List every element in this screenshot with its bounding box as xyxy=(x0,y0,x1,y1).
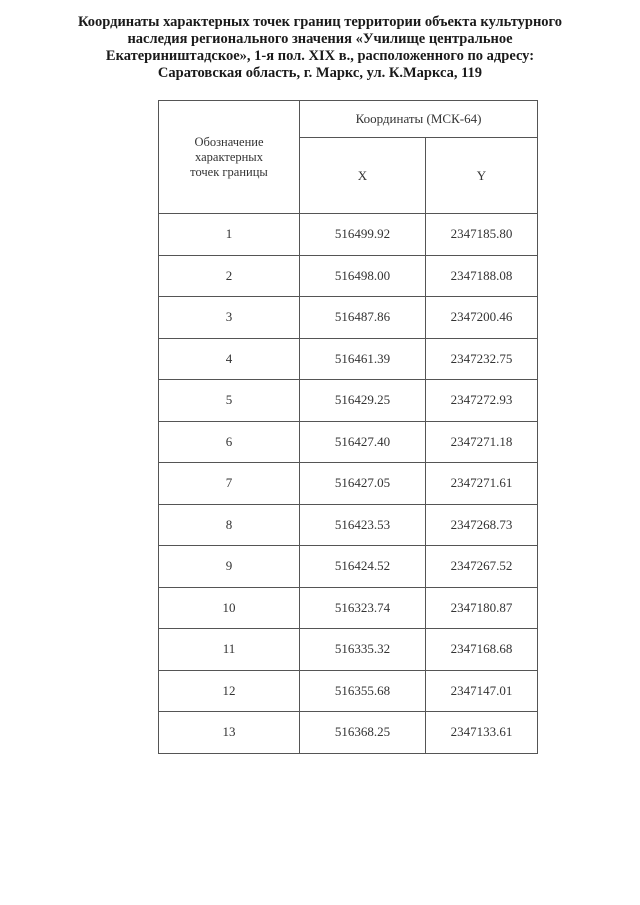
point-cell: 11 xyxy=(159,629,300,671)
x-cell: 516368.25 xyxy=(300,712,426,754)
x-cell: 516424.52 xyxy=(300,546,426,588)
title-line: Саратовская область, г. Маркс, ул. К.Маркса, 119 xyxy=(157,65,483,81)
table-row xyxy=(159,670,538,712)
y-cell: 2347200.46 xyxy=(426,297,538,339)
point-cell: 8 xyxy=(159,504,300,546)
table-row xyxy=(159,338,538,380)
x-cell: 516499.92 xyxy=(300,214,426,256)
title-line: наследия регионального значения «Училище центральное xyxy=(127,31,513,47)
x-cell: 516427.40 xyxy=(300,421,426,463)
x-cell: 516498.00 xyxy=(300,255,426,297)
y-cell: 2347271.18 xyxy=(426,421,538,463)
table-row xyxy=(159,587,538,629)
point-cell: 5 xyxy=(159,380,300,422)
table-row xyxy=(159,712,538,754)
title-line: Координаты характерных точек границ территории объекта культурного xyxy=(77,14,563,30)
x-cell: 516487.86 xyxy=(300,297,426,339)
x-cell: 516429.25 xyxy=(300,380,426,422)
y-cell: 2347268.73 xyxy=(426,504,538,546)
table-row xyxy=(159,629,538,671)
x-cell: 516323.74 xyxy=(300,587,426,629)
point-cell: 10 xyxy=(159,587,300,629)
point-header-line: характерных xyxy=(195,149,263,164)
table-row xyxy=(159,214,538,256)
title-line: Екатериништадское», 1-я пол. XIX в., расположенного по адресу: xyxy=(105,48,535,64)
point-header-line: точек границы xyxy=(190,164,268,179)
table-header-row xyxy=(159,101,538,138)
table-row xyxy=(159,504,538,546)
point-cell: 12 xyxy=(159,670,300,712)
table-row xyxy=(159,297,538,339)
x-cell: 516423.53 xyxy=(300,504,426,546)
x-cell: 516335.32 xyxy=(300,629,426,671)
coords-header: Координаты (МСК-64) xyxy=(300,101,538,138)
y-cell: 2347188.08 xyxy=(426,255,538,297)
table-row xyxy=(159,463,538,505)
point-cell: 7 xyxy=(159,463,300,505)
point-cell: 2 xyxy=(159,255,300,297)
point-cell: 9 xyxy=(159,546,300,588)
point-cell: 1 xyxy=(159,214,300,256)
document-title xyxy=(60,14,580,82)
point-cell: 13 xyxy=(159,712,300,754)
table-row xyxy=(159,255,538,297)
x-cell: 516461.39 xyxy=(300,338,426,380)
coordinates-table xyxy=(158,100,538,754)
y-cell: 2347232.75 xyxy=(426,338,538,380)
y-cell: 2347271.61 xyxy=(426,463,538,505)
y-cell: 2347147.01 xyxy=(426,670,538,712)
x-cell: 516355.68 xyxy=(300,670,426,712)
table-row xyxy=(159,546,538,588)
table-row xyxy=(159,421,538,463)
y-cell: 2347168.68 xyxy=(426,629,538,671)
y-cell: 2347185.80 xyxy=(426,214,538,256)
point-cell: 4 xyxy=(159,338,300,380)
table-body xyxy=(159,214,538,754)
point-cell: 3 xyxy=(159,297,300,339)
y-cell: 2347133.61 xyxy=(426,712,538,754)
y-cell: 2347272.93 xyxy=(426,380,538,422)
point-header-line: Обозначение xyxy=(194,134,264,149)
x-header: X xyxy=(300,138,426,214)
y-cell: 2347180.87 xyxy=(426,587,538,629)
point-header xyxy=(159,101,300,214)
y-cell: 2347267.52 xyxy=(426,546,538,588)
x-cell: 516427.05 xyxy=(300,463,426,505)
table-row xyxy=(159,380,538,422)
y-header: Y xyxy=(426,138,538,214)
point-cell: 6 xyxy=(159,421,300,463)
